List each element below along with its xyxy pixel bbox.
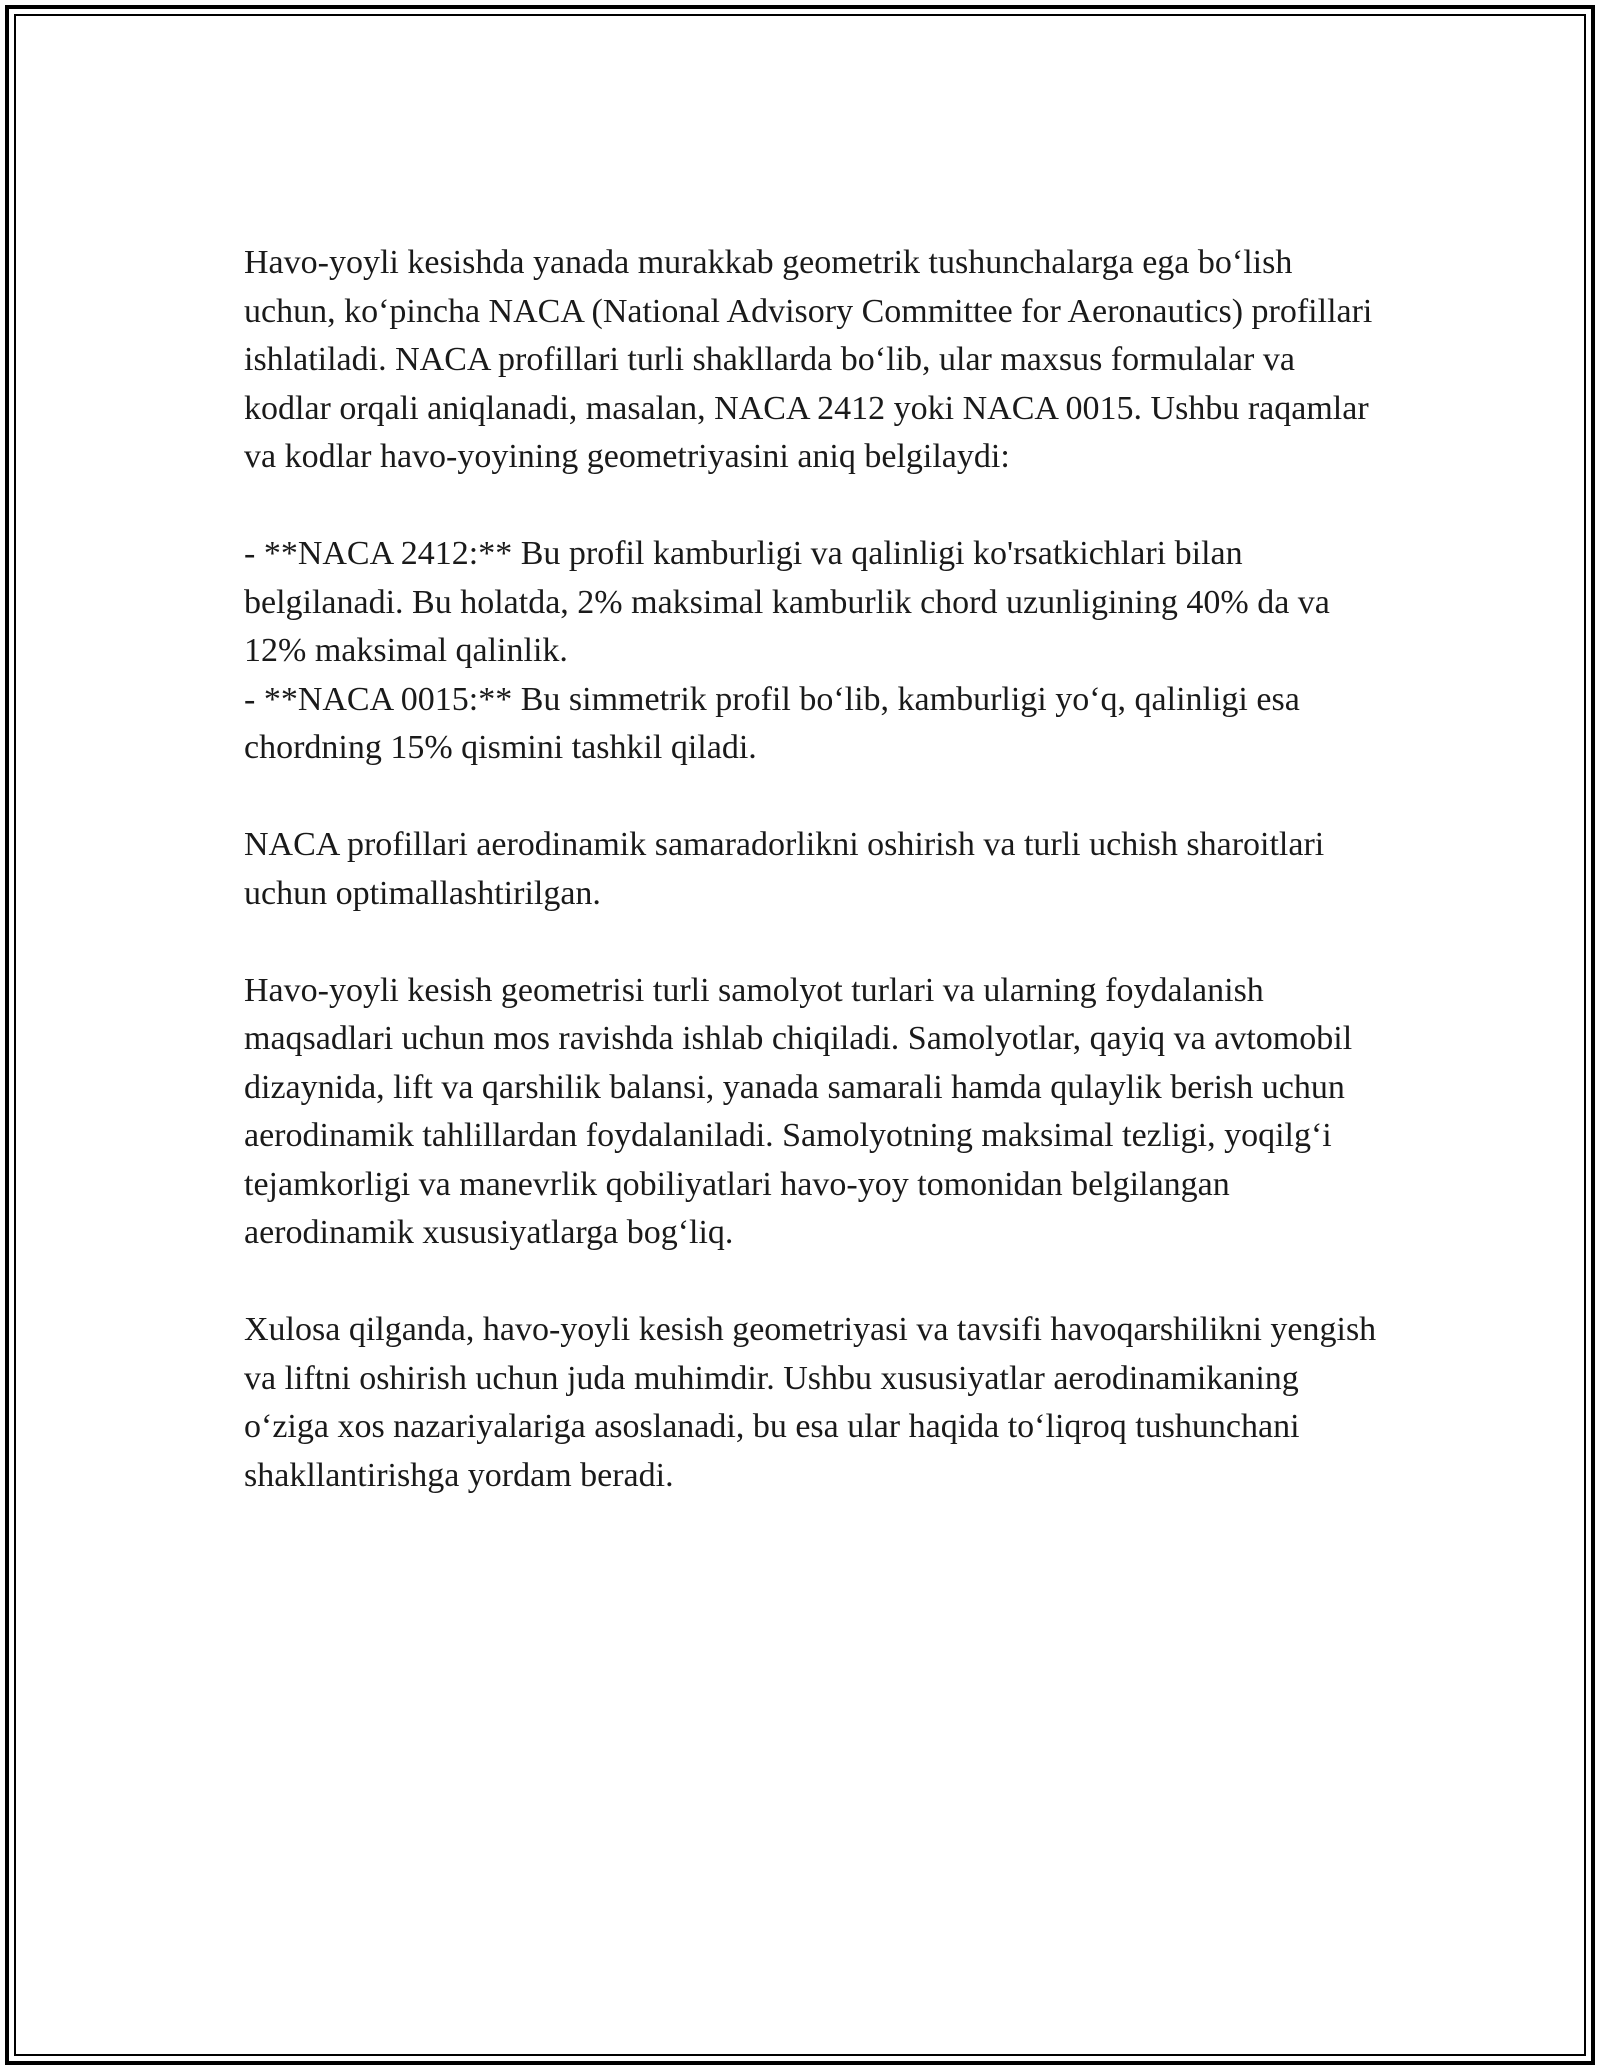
document-body <box>244 239 1384 1549</box>
list-item-naca-2412: - **NACA 2412:** Bu profil kamburligi va qalinligi ko'rsatkichlari bilan belgilanadi. Bu holatda, 2% maksimal kamburlik chord uzunligining 40% da va 12% maksimal qalinlik. <box>244 535 1330 669</box>
paragraph-naca-optimization: NACA profillari aerodinamik samaradorlikni oshirish va turli uchish sharoitlari uchun optimallashtirilgan. <box>244 826 1325 912</box>
page-frame <box>5 5 1595 2065</box>
list-item-naca-0015: - **NACA 0015:** Bu simmetrik profil bo‘lib, kamburligi yo‘q, qalinligi esa chordning 15% qismini tashkil qiladi. <box>244 680 1300 766</box>
paragraph-conclusion: Xulosa qilganda, havo-yoyli kesish geometriyasi va tavsifi havoqarshilikni yengish va liftni oshirish uchun juda muhimdir. Ushbu xususiyatlar aerodinamikaning o‘ziga xos nazariyalariga asoslanadi, bu esa ular haqida to‘liqroq tushunchani shakllantirishga yordam beradi. <box>244 1311 1377 1494</box>
paragraph-airfoil-design: Havo-yoyli kesish geometrisi turli samolyot turlari va ularning foydalanish maqsadlari uchun mos ravishda ishlab chiqiladi. Samolyotlar, qayiq va avtomobil dizaynida, lift va qarshilik balansi, yanada samarali hamda qulaylik berish uchun aerodinamik tahlillardan foydalaniladi. Samolyotning maksimal tezligi, yoqilg‘i tejamkorligi va manevrlik qobiliyatlari havo-yoy tomonidan belgilangan aerodinamik xususiyatlarga bog‘liq. <box>244 971 1353 1251</box>
paragraph-naca-intro: Havo-yoyli kesishda yanada murakkab geometrik tushunchalarga ega bo‘lish uchun, ko‘pincha NACA (National Advisory Committee for Aeronautics) profillari ishlatiladi. NACA profillari turli shakllarda bo‘lib, ular maxsus formulalar va kodlar orqali aniqlanadi, masalan, NACA 2412 yoki NACA 0015. Ushbu raqamlar va kodlar havo-yoyining geometriyasini aniq belgilaydi: <box>244 244 1373 475</box>
